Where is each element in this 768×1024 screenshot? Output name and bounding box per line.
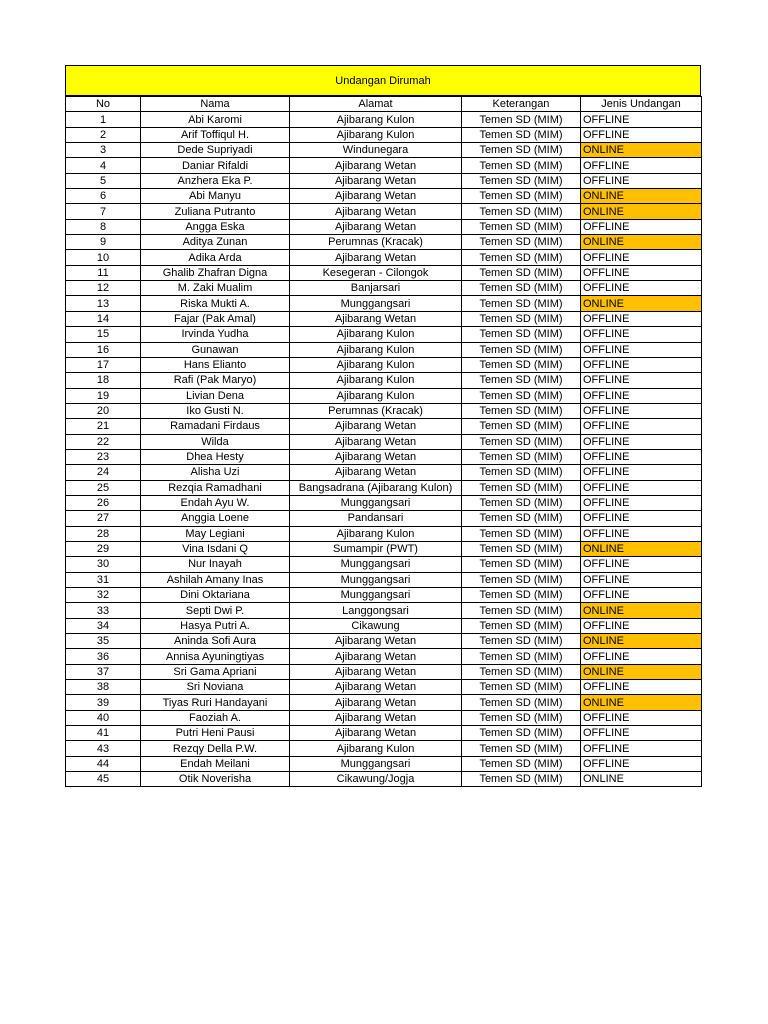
cell-nama[interactable]: Dini Oktariana bbox=[141, 588, 290, 603]
cell-alamat[interactable]: Ajibarang Kulon bbox=[290, 357, 462, 372]
cell-keterangan[interactable]: Temen SD (MIM) bbox=[462, 572, 581, 587]
cell-jenis-undangan[interactable]: OFFLINE bbox=[581, 388, 702, 403]
table-row bbox=[66, 219, 702, 234]
cell-jenis-undangan[interactable]: OFFLINE bbox=[581, 403, 702, 418]
cell-no[interactable]: 13 bbox=[66, 296, 141, 311]
cell-jenis-undangan[interactable]: OFFLINE bbox=[581, 526, 702, 541]
cell-nama[interactable]: Hans Elianto bbox=[141, 357, 290, 372]
cell-no[interactable]: 30 bbox=[66, 557, 141, 572]
cell-jenis-undangan[interactable]: OFFLINE bbox=[581, 511, 702, 526]
table-row bbox=[66, 741, 702, 756]
cell-alamat[interactable]: Ajibarang Wetan bbox=[290, 664, 462, 679]
cell-nama[interactable]: Adika Arda bbox=[141, 250, 290, 265]
cell-nama[interactable]: Annisa Ayuningtiyas bbox=[141, 649, 290, 664]
cell-jenis-undangan[interactable]: ONLINE bbox=[581, 664, 702, 679]
cell-no[interactable]: 29 bbox=[66, 541, 141, 556]
cell-jenis-undangan[interactable]: ONLINE bbox=[581, 235, 702, 250]
cell-alamat[interactable]: Ajibarang Wetan bbox=[290, 434, 462, 449]
cell-no[interactable]: 32 bbox=[66, 588, 141, 603]
cell-nama[interactable]: Hasya Putri A. bbox=[141, 618, 290, 633]
cell-nama[interactable]: Irvinda Yudha bbox=[141, 327, 290, 342]
cell-jenis-undangan[interactable]: ONLINE bbox=[581, 695, 702, 710]
cell-alamat[interactable]: Ajibarang Wetan bbox=[290, 173, 462, 188]
table-row bbox=[66, 327, 702, 342]
cell-keterangan[interactable]: Temen SD (MIM) bbox=[462, 511, 581, 526]
cell-alamat[interactable]: Ajibarang Wetan bbox=[290, 311, 462, 326]
table-row bbox=[66, 680, 702, 695]
cell-no[interactable]: 27 bbox=[66, 511, 141, 526]
table-row bbox=[66, 634, 702, 649]
cell-alamat[interactable]: Ajibarang Wetan bbox=[290, 250, 462, 265]
cell-alamat[interactable]: Kesegeran - Cilongok bbox=[290, 265, 462, 280]
cell-keterangan[interactable]: Temen SD (MIM) bbox=[462, 250, 581, 265]
cell-no[interactable]: 8 bbox=[66, 219, 141, 234]
cell-keterangan[interactable]: Temen SD (MIM) bbox=[462, 726, 581, 741]
cell-alamat[interactable]: Cikawung/Jogja bbox=[290, 772, 462, 787]
table-row bbox=[66, 173, 702, 188]
cell-keterangan[interactable]: Temen SD (MIM) bbox=[462, 710, 581, 725]
cell-no[interactable]: 1 bbox=[66, 112, 141, 127]
cell-nama[interactable]: Riska Mukti A. bbox=[141, 296, 290, 311]
cell-nama[interactable]: Rezqy Della P.W. bbox=[141, 741, 290, 756]
table-row bbox=[66, 143, 702, 158]
cell-alamat[interactable]: Ajibarang Wetan bbox=[290, 219, 462, 234]
spreadsheet bbox=[65, 65, 701, 787]
cell-alamat[interactable]: Ajibarang Wetan bbox=[290, 726, 462, 741]
cell-no[interactable]: 40 bbox=[66, 710, 141, 725]
table-row bbox=[66, 649, 702, 664]
cell-nama[interactable]: Ashilah Amany Inas bbox=[141, 572, 290, 587]
cell-no[interactable]: 44 bbox=[66, 756, 141, 771]
cell-no[interactable]: 45 bbox=[66, 772, 141, 787]
cell-jenis-undangan[interactable]: OFFLINE bbox=[581, 158, 702, 173]
cell-nama[interactable]: Sri Noviana bbox=[141, 680, 290, 695]
cell-nama[interactable]: Livian Dena bbox=[141, 388, 290, 403]
cell-keterangan[interactable]: Temen SD (MIM) bbox=[462, 419, 581, 434]
cell-keterangan[interactable]: Temen SD (MIM) bbox=[462, 664, 581, 679]
cell-jenis-undangan[interactable]: OFFLINE bbox=[581, 173, 702, 188]
cell-keterangan[interactable]: Temen SD (MIM) bbox=[462, 373, 581, 388]
cell-keterangan[interactable]: Temen SD (MIM) bbox=[462, 204, 581, 219]
cell-jenis-undangan[interactable]: ONLINE bbox=[581, 143, 702, 158]
cell-keterangan[interactable]: Temen SD (MIM) bbox=[462, 342, 581, 357]
guest-table bbox=[65, 96, 702, 787]
cell-keterangan[interactable]: Temen SD (MIM) bbox=[462, 357, 581, 372]
cell-no[interactable]: 28 bbox=[66, 526, 141, 541]
cell-alamat[interactable]: Ajibarang Kulon bbox=[290, 373, 462, 388]
cell-jenis-undangan[interactable]: ONLINE bbox=[581, 603, 702, 618]
table-row bbox=[66, 710, 702, 725]
cell-alamat[interactable]: Ajibarang Wetan bbox=[290, 680, 462, 695]
cell-no[interactable]: 5 bbox=[66, 173, 141, 188]
cell-nama[interactable]: May Legiani bbox=[141, 526, 290, 541]
cell-nama[interactable]: Anzhera Eka P. bbox=[141, 173, 290, 188]
cell-nama[interactable]: Aninda Sofi Aura bbox=[141, 634, 290, 649]
cell-keterangan[interactable]: Temen SD (MIM) bbox=[462, 465, 581, 480]
cell-nama[interactable]: Dede Supriyadi bbox=[141, 143, 290, 158]
cell-no[interactable]: 37 bbox=[66, 664, 141, 679]
cell-keterangan[interactable]: Temen SD (MIM) bbox=[462, 449, 581, 464]
cell-nama[interactable]: Gunawan bbox=[141, 342, 290, 357]
cell-jenis-undangan[interactable]: OFFLINE bbox=[581, 434, 702, 449]
cell-alamat[interactable]: Pandansari bbox=[290, 511, 462, 526]
cell-jenis-undangan[interactable]: OFFLINE bbox=[581, 680, 702, 695]
cell-alamat[interactable]: Langgongsari bbox=[290, 603, 462, 618]
cell-no[interactable]: 22 bbox=[66, 434, 141, 449]
table-row bbox=[66, 127, 702, 142]
cell-no[interactable]: 11 bbox=[66, 265, 141, 280]
cell-no[interactable]: 4 bbox=[66, 158, 141, 173]
cell-jenis-undangan[interactable]: OFFLINE bbox=[581, 495, 702, 510]
cell-no[interactable]: 12 bbox=[66, 281, 141, 296]
cell-keterangan[interactable]: Temen SD (MIM) bbox=[462, 541, 581, 556]
cell-no[interactable]: 16 bbox=[66, 342, 141, 357]
table-body bbox=[66, 112, 702, 787]
cell-alamat[interactable]: Ajibarang Wetan bbox=[290, 465, 462, 480]
cell-keterangan[interactable]: Temen SD (MIM) bbox=[462, 649, 581, 664]
cell-keterangan[interactable]: Temen SD (MIM) bbox=[462, 327, 581, 342]
cell-no[interactable]: 7 bbox=[66, 204, 141, 219]
table-row bbox=[66, 618, 702, 633]
cell-jenis-undangan[interactable]: ONLINE bbox=[581, 204, 702, 219]
cell-nama[interactable]: Wilda bbox=[141, 434, 290, 449]
header-jenis-undangan[interactable]: Jenis Undangan bbox=[581, 97, 702, 112]
cell-jenis-undangan[interactable]: OFFLINE bbox=[581, 342, 702, 357]
cell-keterangan[interactable]: Temen SD (MIM) bbox=[462, 388, 581, 403]
cell-jenis-undangan[interactable]: OFFLINE bbox=[581, 557, 702, 572]
cell-jenis-undangan[interactable]: ONLINE bbox=[581, 541, 702, 556]
table-row bbox=[66, 557, 702, 572]
table-row bbox=[66, 342, 702, 357]
cell-alamat[interactable]: Cikawung bbox=[290, 618, 462, 633]
cell-alamat[interactable]: Ajibarang Wetan bbox=[290, 189, 462, 204]
cell-jenis-undangan[interactable]: ONLINE bbox=[581, 296, 702, 311]
cell-nama[interactable]: Nur Inayah bbox=[141, 557, 290, 572]
table-row bbox=[66, 664, 702, 679]
cell-keterangan[interactable]: Temen SD (MIM) bbox=[462, 189, 581, 204]
table-row bbox=[66, 235, 702, 250]
cell-jenis-undangan[interactable]: OFFLINE bbox=[581, 250, 702, 265]
sheet-title[interactable]: Undangan Dirumah bbox=[65, 65, 701, 96]
table-row bbox=[66, 250, 702, 265]
cell-nama[interactable]: Sri Gama Apriani bbox=[141, 664, 290, 679]
cell-no[interactable]: 25 bbox=[66, 480, 141, 495]
table-row bbox=[66, 572, 702, 587]
cell-alamat[interactable]: Munggangsari bbox=[290, 495, 462, 510]
cell-nama[interactable]: Otik Noverisha bbox=[141, 772, 290, 787]
cell-jenis-undangan[interactable]: OFFLINE bbox=[581, 112, 702, 127]
cell-nama[interactable]: Rafi (Pak Maryo) bbox=[141, 373, 290, 388]
cell-alamat[interactable]: Ajibarang Wetan bbox=[290, 710, 462, 725]
header-no[interactable]: No bbox=[66, 97, 141, 112]
cell-nama[interactable]: Dhea Hesty bbox=[141, 449, 290, 464]
cell-alamat[interactable]: Munggangsari bbox=[290, 756, 462, 771]
cell-no[interactable]: 36 bbox=[66, 649, 141, 664]
cell-no[interactable]: 15 bbox=[66, 327, 141, 342]
cell-no[interactable]: 2 bbox=[66, 127, 141, 142]
cell-keterangan[interactable]: Temen SD (MIM) bbox=[462, 695, 581, 710]
cell-jenis-undangan[interactable]: OFFLINE bbox=[581, 572, 702, 587]
cell-jenis-undangan[interactable]: OFFLINE bbox=[581, 741, 702, 756]
cell-jenis-undangan[interactable]: OFFLINE bbox=[581, 649, 702, 664]
cell-jenis-undangan[interactable]: OFFLINE bbox=[581, 127, 702, 142]
cell-alamat[interactable]: Ajibarang Wetan bbox=[290, 634, 462, 649]
table-row bbox=[66, 756, 702, 771]
table-row bbox=[66, 403, 702, 418]
table-row bbox=[66, 726, 702, 741]
cell-keterangan[interactable]: Temen SD (MIM) bbox=[462, 618, 581, 633]
cell-alamat[interactable]: Bangsadrana (Ajibarang Kulon) bbox=[290, 480, 462, 495]
cell-no[interactable]: 24 bbox=[66, 465, 141, 480]
cell-keterangan[interactable]: Temen SD (MIM) bbox=[462, 680, 581, 695]
cell-no[interactable]: 33 bbox=[66, 603, 141, 618]
cell-alamat[interactable]: Ajibarang Kulon bbox=[290, 741, 462, 756]
cell-keterangan[interactable]: Temen SD (MIM) bbox=[462, 112, 581, 127]
cell-keterangan[interactable]: Temen SD (MIM) bbox=[462, 480, 581, 495]
cell-keterangan[interactable]: Temen SD (MIM) bbox=[462, 219, 581, 234]
cell-no[interactable]: 38 bbox=[66, 680, 141, 695]
cell-nama[interactable]: Alisha Uzi bbox=[141, 465, 290, 480]
cell-keterangan[interactable]: Temen SD (MIM) bbox=[462, 526, 581, 541]
cell-nama[interactable]: Septi Dwi P. bbox=[141, 603, 290, 618]
cell-jenis-undangan[interactable]: OFFLINE bbox=[581, 465, 702, 480]
header-keterangan[interactable]: Keterangan bbox=[462, 97, 581, 112]
cell-alamat[interactable]: Ajibarang Kulon bbox=[290, 327, 462, 342]
cell-jenis-undangan[interactable]: ONLINE bbox=[581, 189, 702, 204]
table-row bbox=[66, 495, 702, 510]
table-row bbox=[66, 189, 702, 204]
table-row bbox=[66, 695, 702, 710]
cell-nama[interactable]: Anggia Loene bbox=[141, 511, 290, 526]
table-row bbox=[66, 311, 702, 326]
cell-nama[interactable]: Putri Heni Pausi bbox=[141, 726, 290, 741]
cell-nama[interactable]: Daniar Rifaldi bbox=[141, 158, 290, 173]
cell-keterangan[interactable]: Temen SD (MIM) bbox=[462, 173, 581, 188]
table-row bbox=[66, 357, 702, 372]
cell-jenis-undangan[interactable]: OFFLINE bbox=[581, 327, 702, 342]
table-row bbox=[66, 204, 702, 219]
cell-keterangan[interactable]: Temen SD (MIM) bbox=[462, 772, 581, 787]
table-row bbox=[66, 281, 702, 296]
cell-keterangan[interactable]: Temen SD (MIM) bbox=[462, 296, 581, 311]
cell-no[interactable]: 43 bbox=[66, 741, 141, 756]
cell-no[interactable]: 20 bbox=[66, 403, 141, 418]
cell-no[interactable]: 19 bbox=[66, 388, 141, 403]
cell-jenis-undangan[interactable]: ONLINE bbox=[581, 772, 702, 787]
cell-alamat[interactable]: Ajibarang Wetan bbox=[290, 449, 462, 464]
cell-nama[interactable]: Faoziah A. bbox=[141, 710, 290, 725]
cell-no[interactable]: 10 bbox=[66, 250, 141, 265]
cell-keterangan[interactable]: Temen SD (MIM) bbox=[462, 281, 581, 296]
cell-keterangan[interactable]: Temen SD (MIM) bbox=[462, 127, 581, 142]
table-row bbox=[66, 541, 702, 556]
cell-no[interactable]: 23 bbox=[66, 449, 141, 464]
cell-jenis-undangan[interactable]: OFFLINE bbox=[581, 357, 702, 372]
cell-alamat[interactable]: Ajibarang Kulon bbox=[290, 112, 462, 127]
cell-nama[interactable]: Endah Ayu W. bbox=[141, 495, 290, 510]
cell-nama[interactable]: M. Zaki Mualim bbox=[141, 281, 290, 296]
cell-no[interactable]: 26 bbox=[66, 495, 141, 510]
table-row bbox=[66, 388, 702, 403]
table-row bbox=[66, 772, 702, 787]
cell-alamat[interactable]: Ajibarang Wetan bbox=[290, 158, 462, 173]
cell-alamat[interactable]: Ajibarang Wetan bbox=[290, 204, 462, 219]
cell-jenis-undangan[interactable]: OFFLINE bbox=[581, 219, 702, 234]
table-row bbox=[66, 465, 702, 480]
cell-nama[interactable]: Fajar (Pak Amal) bbox=[141, 311, 290, 326]
cell-jenis-undangan[interactable]: OFFLINE bbox=[581, 588, 702, 603]
table-row bbox=[66, 265, 702, 280]
cell-alamat[interactable]: Munggangsari bbox=[290, 296, 462, 311]
cell-nama[interactable]: Abi Manyu bbox=[141, 189, 290, 204]
table-row bbox=[66, 480, 702, 495]
cell-alamat[interactable]: Munggangsari bbox=[290, 588, 462, 603]
table-row bbox=[66, 296, 702, 311]
cell-no[interactable]: 39 bbox=[66, 695, 141, 710]
cell-jenis-undangan[interactable]: OFFLINE bbox=[581, 449, 702, 464]
cell-keterangan[interactable]: Temen SD (MIM) bbox=[462, 311, 581, 326]
cell-alamat[interactable]: Windunegara bbox=[290, 143, 462, 158]
cell-jenis-undangan[interactable]: OFFLINE bbox=[581, 756, 702, 771]
cell-nama[interactable]: Arif Toffiqul H. bbox=[141, 127, 290, 142]
cell-no[interactable]: 41 bbox=[66, 726, 141, 741]
cell-nama[interactable]: Aditya Zunan bbox=[141, 235, 290, 250]
cell-alamat[interactable]: Ajibarang Wetan bbox=[290, 695, 462, 710]
cell-jenis-undangan[interactable]: OFFLINE bbox=[581, 373, 702, 388]
cell-nama[interactable]: Ghalib Zhafran Digna bbox=[141, 265, 290, 280]
table-row bbox=[66, 588, 702, 603]
cell-no[interactable]: 17 bbox=[66, 357, 141, 372]
cell-alamat[interactable]: Ajibarang Kulon bbox=[290, 388, 462, 403]
cell-no[interactable]: 18 bbox=[66, 373, 141, 388]
table-row bbox=[66, 449, 702, 464]
cell-keterangan[interactable]: Temen SD (MIM) bbox=[462, 495, 581, 510]
cell-jenis-undangan[interactable]: ONLINE bbox=[581, 634, 702, 649]
cell-alamat[interactable]: Ajibarang Kulon bbox=[290, 526, 462, 541]
cell-alamat[interactable]: Banjarsari bbox=[290, 281, 462, 296]
header-row bbox=[66, 97, 702, 112]
table-row bbox=[66, 373, 702, 388]
table-row bbox=[66, 419, 702, 434]
cell-keterangan[interactable]: Temen SD (MIM) bbox=[462, 143, 581, 158]
cell-no[interactable]: 9 bbox=[66, 235, 141, 250]
cell-no[interactable]: 35 bbox=[66, 634, 141, 649]
cell-alamat[interactable]: Ajibarang Kulon bbox=[290, 342, 462, 357]
cell-jenis-undangan[interactable]: OFFLINE bbox=[581, 710, 702, 725]
cell-alamat[interactable]: Ajibarang Wetan bbox=[290, 419, 462, 434]
cell-nama[interactable]: Angga Eska bbox=[141, 219, 290, 234]
cell-jenis-undangan[interactable]: OFFLINE bbox=[581, 281, 702, 296]
cell-jenis-undangan[interactable]: OFFLINE bbox=[581, 480, 702, 495]
cell-keterangan[interactable]: Temen SD (MIM) bbox=[462, 265, 581, 280]
cell-no[interactable]: 14 bbox=[66, 311, 141, 326]
cell-jenis-undangan[interactable]: OFFLINE bbox=[581, 311, 702, 326]
cell-nama[interactable]: Vina Isdani Q bbox=[141, 541, 290, 556]
table-row bbox=[66, 526, 702, 541]
cell-no[interactable]: 31 bbox=[66, 572, 141, 587]
cell-keterangan[interactable]: Temen SD (MIM) bbox=[462, 588, 581, 603]
cell-no[interactable]: 34 bbox=[66, 618, 141, 633]
cell-alamat[interactable]: Ajibarang Kulon bbox=[290, 127, 462, 142]
cell-keterangan[interactable]: Temen SD (MIM) bbox=[462, 603, 581, 618]
cell-no[interactable]: 21 bbox=[66, 419, 141, 434]
cell-keterangan[interactable]: Temen SD (MIM) bbox=[462, 557, 581, 572]
cell-nama[interactable]: Abi Karomi bbox=[141, 112, 290, 127]
table-row bbox=[66, 434, 702, 449]
cell-keterangan[interactable]: Temen SD (MIM) bbox=[462, 434, 581, 449]
cell-jenis-undangan[interactable]: OFFLINE bbox=[581, 419, 702, 434]
cell-alamat[interactable]: Munggangsari bbox=[290, 557, 462, 572]
cell-alamat[interactable]: Ajibarang Wetan bbox=[290, 649, 462, 664]
cell-keterangan[interactable]: Temen SD (MIM) bbox=[462, 235, 581, 250]
cell-jenis-undangan[interactable]: OFFLINE bbox=[581, 618, 702, 633]
cell-alamat[interactable]: Perumnas (Kracak) bbox=[290, 403, 462, 418]
cell-nama[interactable]: Zuliana Putranto bbox=[141, 204, 290, 219]
cell-alamat[interactable]: Sumampir (PWT) bbox=[290, 541, 462, 556]
header-alamat[interactable]: Alamat bbox=[290, 97, 462, 112]
table-row bbox=[66, 158, 702, 173]
cell-no[interactable]: 6 bbox=[66, 189, 141, 204]
cell-nama[interactable]: Iko Gusti N. bbox=[141, 403, 290, 418]
cell-keterangan[interactable]: Temen SD (MIM) bbox=[462, 741, 581, 756]
cell-nama[interactable]: Tiyas Ruri Handayani bbox=[141, 695, 290, 710]
cell-keterangan[interactable]: Temen SD (MIM) bbox=[462, 756, 581, 771]
table-row bbox=[66, 603, 702, 618]
cell-jenis-undangan[interactable]: OFFLINE bbox=[581, 726, 702, 741]
table-row bbox=[66, 511, 702, 526]
table-row bbox=[66, 112, 702, 127]
cell-nama[interactable]: Rezqia Ramadhani bbox=[141, 480, 290, 495]
cell-alamat[interactable]: Munggangsari bbox=[290, 572, 462, 587]
cell-keterangan[interactable]: Temen SD (MIM) bbox=[462, 634, 581, 649]
cell-no[interactable]: 3 bbox=[66, 143, 141, 158]
cell-keterangan[interactable]: Temen SD (MIM) bbox=[462, 158, 581, 173]
cell-jenis-undangan[interactable]: OFFLINE bbox=[581, 265, 702, 280]
header-nama[interactable]: Nama bbox=[141, 97, 290, 112]
cell-nama[interactable]: Ramadani Firdaus bbox=[141, 419, 290, 434]
cell-nama[interactable]: Endah Meilani bbox=[141, 756, 290, 771]
cell-keterangan[interactable]: Temen SD (MIM) bbox=[462, 403, 581, 418]
cell-alamat[interactable]: Perumnas (Kracak) bbox=[290, 235, 462, 250]
